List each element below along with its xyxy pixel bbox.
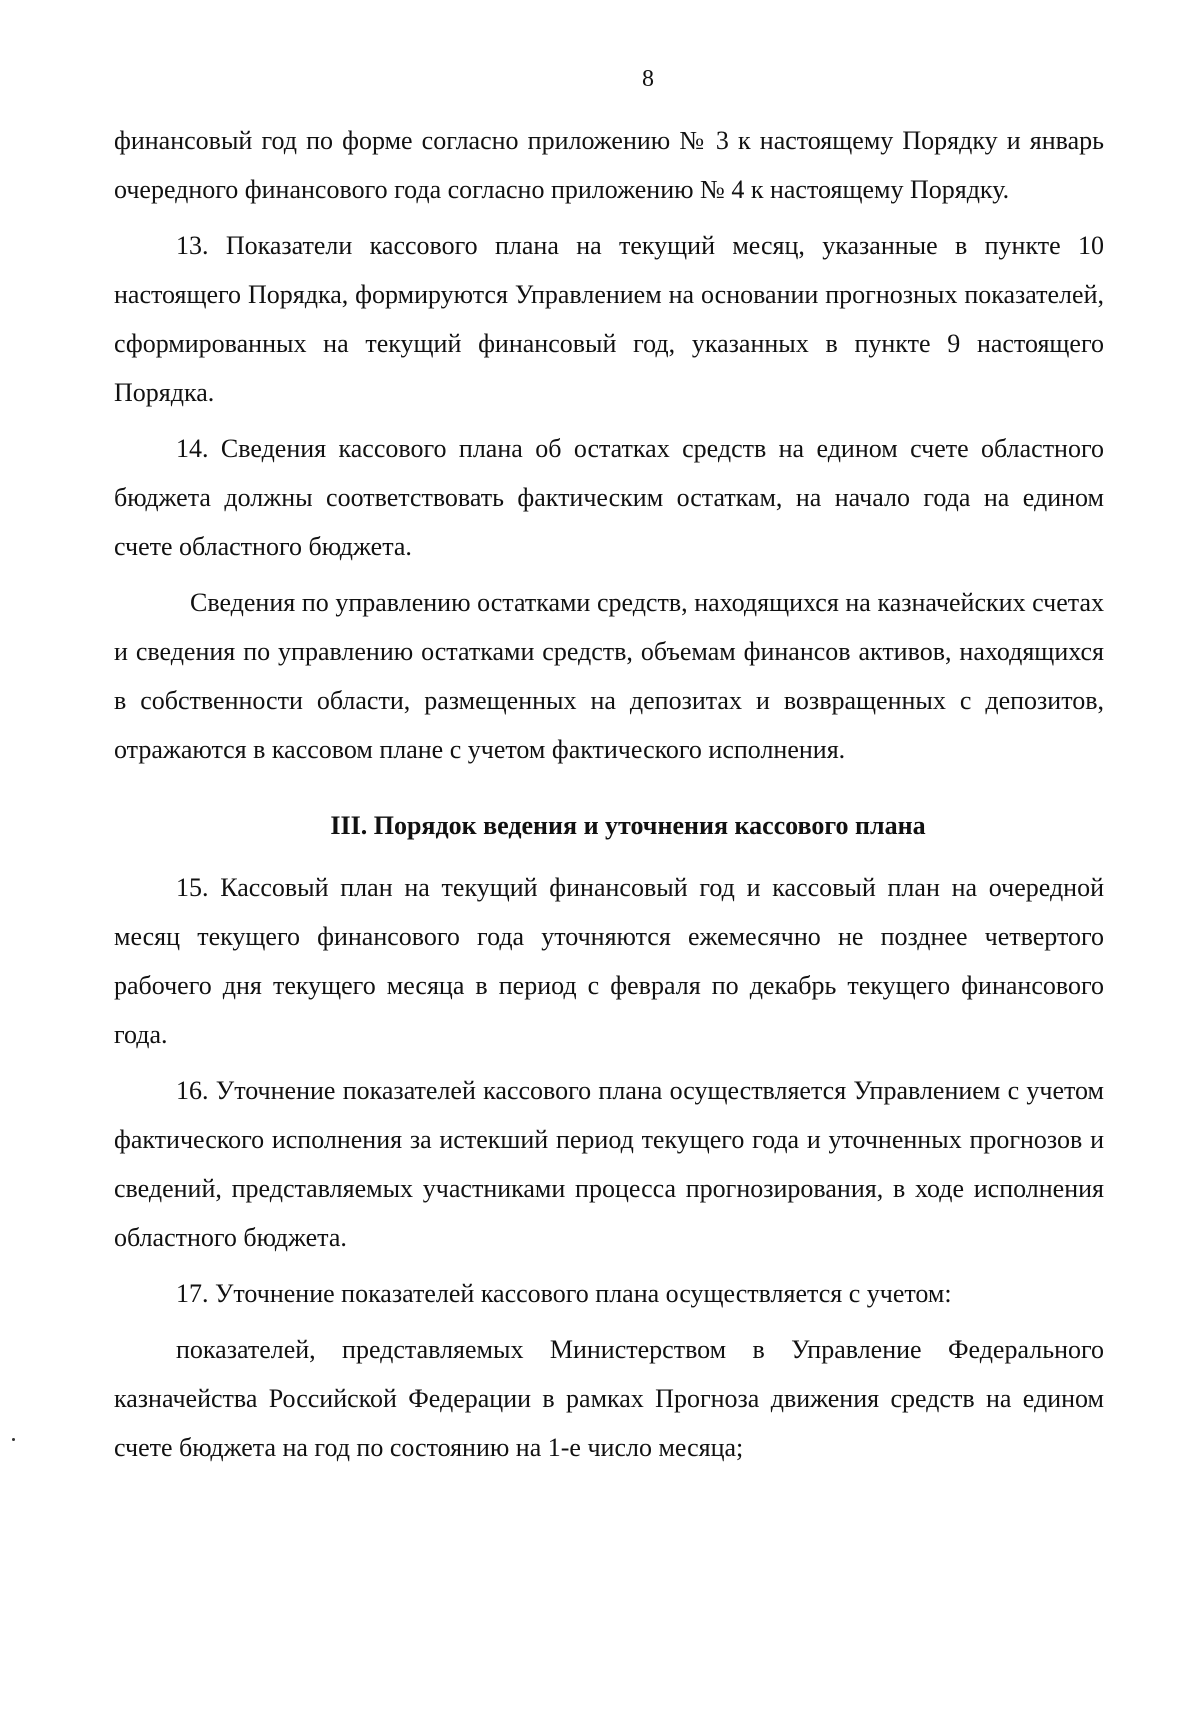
document-body: [114, 116, 1104, 1479]
paragraph-14: 14. Сведения кассового плана об остатках средств на едином счете областного бюджета должны соответствовать фактическим остаткам, на начало года на едином счете областного бюджета.: [114, 434, 1104, 561]
section-heading: III. Порядок ведения и уточнения кассового плана: [330, 811, 926, 840]
scan-speck: [12, 1438, 15, 1441]
paragraph-14-details: Сведения по управлению остатками средств, находящихся на казначейских счетах и сведения по управлению остатками средств, объемам финансов активов, находящихся в собственности области, размещенных на депозитах и возвращенных с депозитов, отражаются в кассовом плане с учетом фактического исполнения.: [114, 588, 1104, 764]
paragraph-17-item: показателей, представляемых Министерством в Управление Федерального казначейства Российской Федерации в рамках Прогноза движения средств на едином счете бюджета на год по состоянию на 1-е число месяца;: [114, 1335, 1104, 1462]
page-number: 8: [642, 66, 654, 92]
paragraph-16: 16. Уточнение показателей кассового плана осуществляется Управлением с учетом фактического исполнения за истекший период текущего года и уточненных прогнозов и сведений, представляемых участниками процесса прогнозирования, в ходе исполнения областного бюджета.: [114, 1076, 1104, 1252]
paragraph-13: 13. Показатели кассового плана на текущий месяц, указанные в пункте 10 настоящего Порядка, формируются Управлением на основании прогнозных показателей, сформированных на текущий финансовый год, указанных в пункте 9 настоящего Порядка.: [114, 231, 1104, 407]
paragraph-continuation: финансовый год по форме согласно приложению № 3 к настоящему Порядку и январь очередного финансового года согласно приложению № 4 к настоящему Порядку.: [114, 126, 1104, 204]
paragraph-15: 15. Кассовый план на текущий финансовый год и кассовый план на очередной месяц текущего финансового года уточняются ежемесячно не позднее четвертого рабочего дня текущего месяца в период с февраля по декабрь текущего финансового года.: [114, 873, 1104, 1049]
paragraph-17: 17. Уточнение показателей кассового плана осуществляется с учетом:: [176, 1279, 952, 1308]
